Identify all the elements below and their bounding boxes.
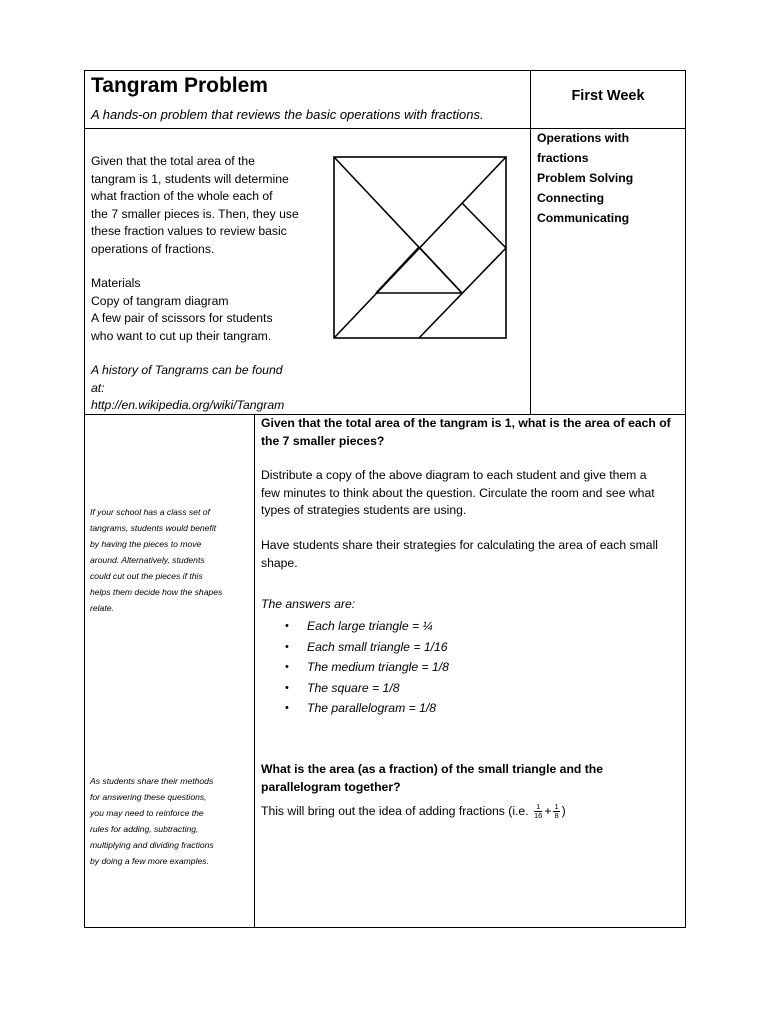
answers-intro: The answers are: (261, 597, 356, 611)
answer-item (285, 678, 449, 699)
strand-item: Operations with (537, 131, 630, 145)
fraction-numerator: 1 (534, 803, 542, 812)
materials-heading: Materials (91, 276, 141, 290)
note-line: tangrams, students would benefit (90, 523, 217, 533)
history-line: at: (91, 380, 105, 395)
table-border-right (685, 70, 686, 928)
strand-item: Problem Solving (537, 171, 634, 185)
table-border-bottom (84, 927, 686, 928)
intro-line: operations of fractions. (91, 241, 215, 256)
intro-line: the 7 smaller pieces is. Then, they use (91, 206, 299, 221)
paragraph-line: Distribute a copy of the above diagram to each student and give them a (261, 468, 647, 482)
paragraph-line: Have students share their strategies for calculating the area of each small (261, 538, 658, 552)
intro-line: these fraction values to review basic (91, 224, 287, 238)
answer-text: The medium triangle = 1/8 (307, 660, 449, 675)
paragraph-line: shape. (261, 555, 298, 570)
distribute-paragraph (261, 467, 681, 520)
note-line: helps them decide how the shapes (90, 587, 223, 597)
answer-item (285, 637, 449, 658)
strand-item: fractions (537, 151, 589, 165)
bullet: • (285, 661, 289, 674)
paragraph-line: types of strategies students are using. (261, 503, 467, 517)
answer-item (285, 657, 449, 678)
question-1 (261, 415, 681, 450)
week-label: First Week (571, 88, 645, 104)
intro-line: what fraction of the whole each of (91, 189, 273, 203)
fraction-one-eighth (553, 803, 559, 820)
question-line: Given that the total area of the tangram is 1, what is the area of each of (261, 416, 671, 430)
teacher-note-reinforce (90, 773, 250, 869)
materials-item: Copy of tangram diagram (91, 293, 229, 308)
share-paragraph (261, 537, 681, 572)
note-line: As students share their methods (90, 776, 214, 786)
bullet: • (285, 702, 289, 715)
bullet: • (285, 681, 289, 694)
question-line: What is the area (as a fraction) of the small triangle and the (261, 762, 603, 776)
plus-sign: + (544, 804, 552, 818)
table-border-left (84, 70, 85, 928)
fraction-denominator: 16 (533, 811, 543, 821)
paragraph-line: few minutes to think about the question. Circulate the room and see what (261, 485, 655, 500)
answer-item (285, 616, 449, 637)
note-line: for answering these questions, (90, 792, 207, 802)
teacher-note-pieces (90, 504, 250, 616)
materials-section (91, 275, 321, 345)
history-line: A history of Tangrams can be found (91, 363, 283, 377)
intro-paragraph (91, 153, 321, 258)
note-line: rules for adding, subtracting, (90, 824, 199, 834)
bullet: • (285, 620, 289, 632)
tangram-square-edge-a (462, 203, 506, 248)
note-line: you may need to reinforce the (90, 808, 204, 818)
fraction-denominator: 8 (554, 811, 559, 821)
fraction-one-sixteenth (534, 803, 542, 820)
materials-item: who want to cut up their tangram. (91, 328, 272, 343)
upper-column-divider (530, 70, 531, 415)
adding-prefix: This will bring out the idea of adding fractions (i.e. (261, 804, 529, 818)
question-2 (261, 761, 681, 796)
intro-line: Given that the total area of the (91, 154, 255, 168)
intro-line: tangram is 1, students will determine (91, 171, 289, 186)
note-line: multiplying and dividing fractions (90, 840, 214, 850)
note-line: by doing a few more examples. (90, 856, 209, 866)
adding-fractions-line (261, 803, 681, 821)
history-note (91, 362, 321, 415)
materials-item: A few pair of scissors for students (91, 311, 273, 325)
note-line: If your school has a class set of (90, 507, 210, 517)
tangram-square-edge-b (419, 247, 462, 293)
answers-list (285, 616, 449, 719)
note-line: by having the pieces to move (90, 539, 202, 549)
history-link[interactable]: http://en.wikipedia.org/wiki/Tangram (91, 398, 285, 412)
adding-suffix: ) (561, 804, 566, 818)
answer-text: Each small triangle = 1/16 (307, 639, 448, 654)
tangram-diagram (333, 156, 509, 341)
question-line: parallelogram together? (261, 779, 401, 794)
note-line: around. Alternatively, students (90, 555, 205, 565)
strand-item: Connecting (537, 191, 605, 205)
strand-item: Communicating (537, 211, 630, 225)
page-subtitle: A hands-on problem that reviews the basic operations with fractions. (91, 107, 484, 122)
answer-text: Each large triangle = ¼ (307, 619, 433, 633)
answer-item (285, 698, 449, 719)
table-border-top (84, 70, 686, 71)
answer-text: The square = 1/8 (307, 680, 400, 695)
note-line: relate. (90, 603, 114, 613)
lower-column-divider (254, 414, 255, 928)
page-title: Tangram Problem (91, 74, 268, 97)
question-line: the 7 smaller pieces? (261, 433, 385, 448)
curriculum-strands (537, 128, 633, 228)
fraction-numerator: 1 (554, 802, 559, 812)
tangram-medium-triangle-edge (376, 247, 419, 293)
note-line: could cut out the pieces if this (90, 571, 203, 581)
bullet: • (285, 640, 289, 653)
answer-text: The parallelogram = 1/8 (307, 701, 437, 716)
